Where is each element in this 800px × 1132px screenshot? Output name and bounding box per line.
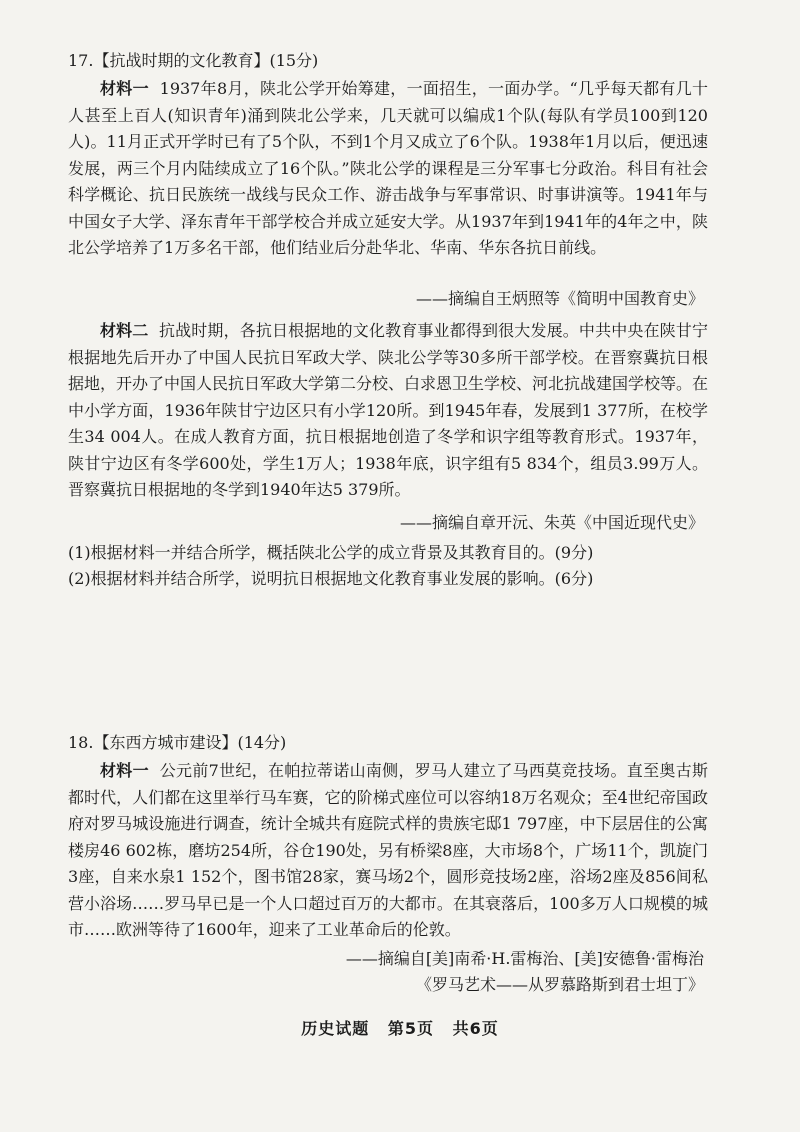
footer-total-pages: 共6页 — [452, 1019, 499, 1038]
q17-material-1-text: 1937年8月，陕北公学开始筹建，一面招生，一面办学。“几乎每天都有几十人甚至上百人(知识青年)涌到陕北公学来，几天就可以编成1个队(每队有学员100到120人)。11月正式开学时已有了5个队，不到1个月又成立了6个队。1938年1月以后，便迅速发展，两三个月内陆续成立了16个队。”陕北公学的课程是三分军事七分政治。科目有社会科学概论、抗日民族统一战线与民众工作、游击战争与军事常识、时事讲演等。1941年与中国女子大学、泽东青年干部学校合并成立延安大学。从1937年到1941年的4年之中，陕北公学培养了1万多名干部，他们结业后分赴华北、华南、华东各抗日前线。 — [68, 79, 708, 257]
footer-subject: 历史试题 — [301, 1019, 370, 1038]
q17-sub-question-1: (1)根据材料一并结合所学，概括陕北公学的成立背景及其教育目的。(9分) — [68, 543, 594, 562]
q18-material-1-source-line-1: ——摘编自[美]南希·H.雷梅治、[美]安德鲁·雷梅治 — [345, 949, 704, 968]
q17-material-1 — [68, 76, 708, 262]
q17-material-2-text: 抗战时期，各抗日根据地的文化教育事业都得到很大发展。中共中央在陕甘宁根据地先后开办了中国人民抗日军政大学、陕北公学等30多所干部学校。在晋察冀抗日根据地，开办了中国人民抗日军政大学第二分校、白求恩卫生学校、河北抗战建国学校等。在中小学方面，1936年陕甘宁边区只有小学120所。到1945年春，发展到1 377所，在校学生34 004人。在成人教育方面，抗日根据地创造了冬学和识字组等教育形式。1937年，陕甘宁边区有冬学600处，学生1万人；1938年底，识字组有5 834个，组员3.99万人。晋察冀抗日根据地的冬学到1940年达5 379所。 — [68, 321, 709, 499]
page-footer — [0, 1016, 800, 1039]
q18-material-1-source-line-2: 《罗马艺术——从罗慕路斯到君士坦丁》 — [415, 975, 704, 994]
q18-material-1-label: 材料一 — [100, 761, 149, 780]
question-17-title: 17.【抗战时期的文化教育】(15分) — [68, 51, 319, 70]
q17-material-1-source: ——摘编自王炳照等《简明中国教育史》 — [415, 289, 704, 308]
q17-material-2 — [68, 318, 708, 504]
q17-material-1-label: 材料一 — [100, 79, 149, 98]
q18-material-1 — [68, 758, 708, 944]
q18-material-1-text: 公元前7世纪，在帕拉蒂诺山南侧，罗马人建立了马西莫竞技场。直至奥古斯都时代，人们都在这里举行马车赛，它的阶梯式座位可以容纳18万名观众；至4世纪帝国政府对罗马城设施进行调查，统计全城共有庭院式样的贵族宅邸1 797座，中下层居住的公寓楼房46 602栋，磨坊254所，谷仓190处，另有桥梁8座，大市场8个，广场11个，凯旋门3座，自来水泉1 152个，图书馆28家，赛马场2个，圆形竞技场2座，浴场2座及856间私营小浴场……罗马早已是一个人口超过百万的大都市。在其衰落后，100多万人口规模的城市……欧洲等待了1600年，迎来了工业革命后的伦敦。 — [68, 761, 708, 939]
q17-material-2-source: ——摘编自章开沅、朱英《中国近现代史》 — [399, 513, 704, 532]
q17-sub-question-2: (2)根据材料并结合所学，说明抗日根据地文化教育事业发展的影响。(6分) — [68, 569, 594, 588]
footer-page-number: 第5页 — [387, 1019, 434, 1038]
q17-material-2-label: 材料二 — [100, 321, 149, 340]
question-18-title: 18.【东西方城市建设】(14分) — [68, 733, 287, 752]
